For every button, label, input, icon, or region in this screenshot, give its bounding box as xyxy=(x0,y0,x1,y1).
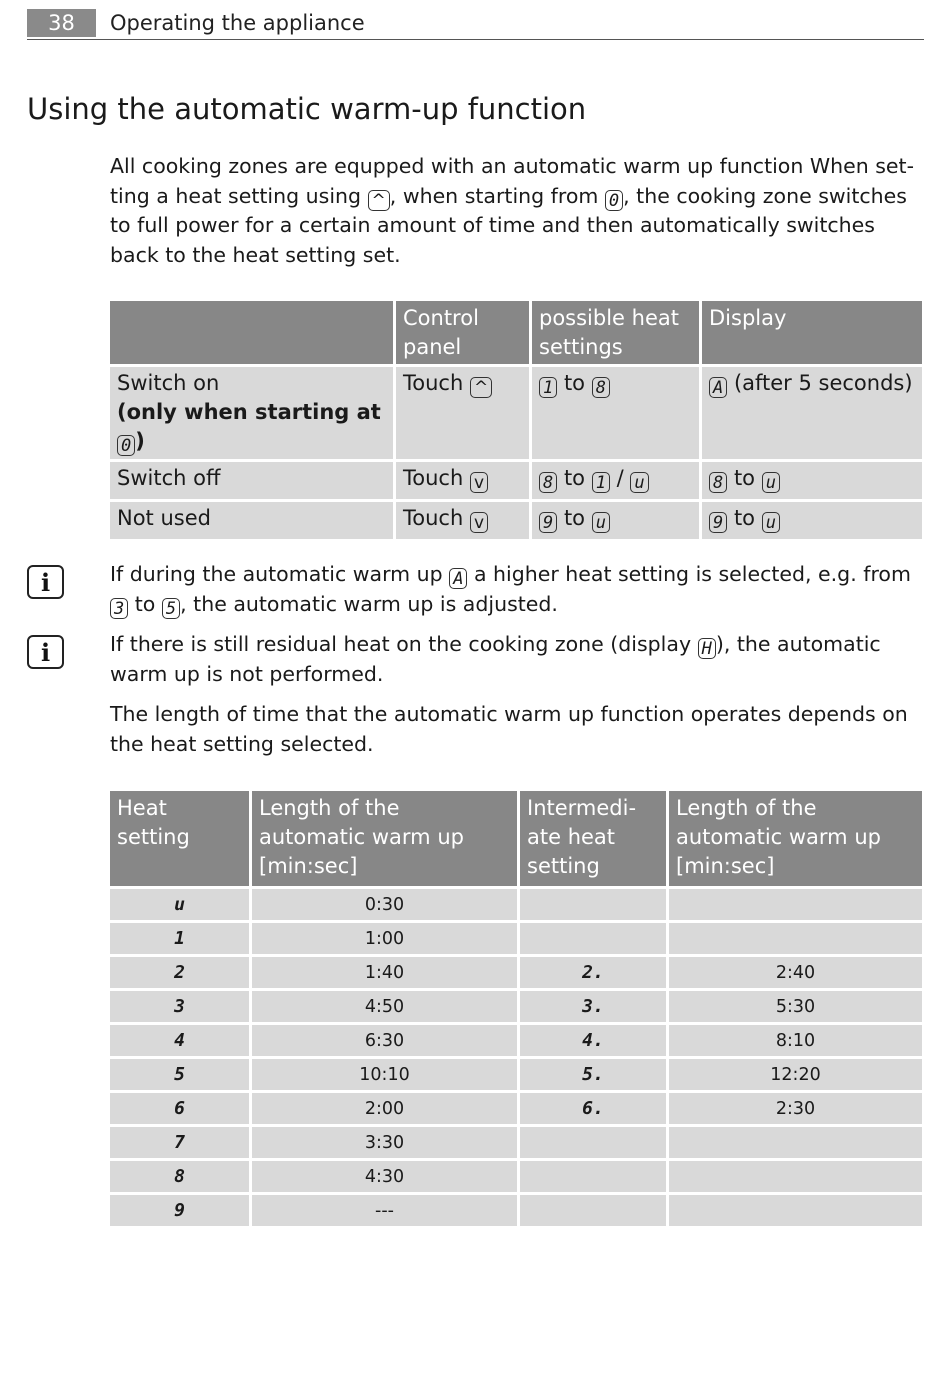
control-table xyxy=(107,298,925,542)
display-zero-icon: 0 xyxy=(605,190,623,211)
control-header-display: Display xyxy=(702,301,922,364)
warmup-length-cell: 1:00 xyxy=(252,923,517,954)
display-digit-icon: 9 xyxy=(709,512,727,533)
settings-cell xyxy=(532,462,699,499)
warmup-table xyxy=(107,788,925,1229)
section-name: Operating the appliance xyxy=(110,11,365,35)
note1-text-4: , the automatic warm up is adjusted. xyxy=(180,591,558,616)
to-text: to xyxy=(563,371,586,395)
display-digit-icon: 9 xyxy=(539,512,557,533)
page-header xyxy=(27,9,924,40)
intermediate-length-cell xyxy=(669,889,922,920)
row-label-bold: (only when starting at xyxy=(117,400,381,424)
table-row xyxy=(110,1127,922,1158)
intro-paragraph xyxy=(110,152,930,270)
intermediate-length-cell: 8:10 xyxy=(669,1025,922,1056)
heat-setting-cell: 8 xyxy=(110,1161,249,1192)
intermediate-length-cell xyxy=(669,1161,922,1192)
warmup-length-cell: 0:30 xyxy=(252,889,517,920)
header-warmup-length-2: Length of the automatic warm up [min:sec] xyxy=(669,791,922,886)
display-cell xyxy=(702,367,922,459)
table-row xyxy=(110,1195,922,1226)
to-text: to xyxy=(733,466,756,490)
table-row xyxy=(110,1025,922,1056)
table-row xyxy=(110,889,922,920)
settings-cell xyxy=(532,502,699,539)
display-u-icon: u xyxy=(630,472,648,493)
warmup-length-cell: 6:30 xyxy=(252,1025,517,1056)
warmup-length-cell: 1:40 xyxy=(252,957,517,988)
intermediate-length-cell: 2:40 xyxy=(669,957,922,988)
table-row xyxy=(110,1161,922,1192)
control-cell xyxy=(396,502,529,539)
display-text: (after 5 seconds) xyxy=(733,371,913,395)
warmup-length-cell: 10:10 xyxy=(252,1059,517,1090)
heat-setting-cell: 9 xyxy=(110,1195,249,1226)
note2-text-2: ), the automatic warm up is not performed. xyxy=(110,632,881,686)
table-row xyxy=(110,957,922,988)
display-u-icon: u xyxy=(592,512,610,533)
display-cell xyxy=(702,462,922,499)
touch-text: Touch xyxy=(403,466,464,490)
control-cell xyxy=(396,462,529,499)
table-row xyxy=(110,502,922,539)
down-arrow-key-icon: v xyxy=(470,472,488,493)
intermediate-setting-cell: 6. xyxy=(520,1093,666,1124)
table-row xyxy=(110,1059,922,1090)
control-header-settings: possible heat settings xyxy=(532,301,699,364)
heat-setting-cell: u xyxy=(110,889,249,920)
touch-text: Touch xyxy=(403,506,464,530)
up-arrow-key-icon: ^ xyxy=(470,377,492,398)
table-row xyxy=(110,462,922,499)
control-table-header xyxy=(110,301,922,364)
warmup-table-header xyxy=(110,791,922,886)
control-header-panel: Control panel xyxy=(396,301,529,364)
intermediate-length-cell xyxy=(669,1195,922,1226)
intermediate-length-cell: 5:30 xyxy=(669,991,922,1022)
table-row xyxy=(110,923,922,954)
note1-text-1: If during the automatic warm up xyxy=(110,562,450,586)
slash-text: / xyxy=(616,466,624,490)
warmup-length-cell: --- xyxy=(252,1195,517,1226)
note1-text-3: to xyxy=(128,591,162,616)
table-row xyxy=(110,991,922,1022)
heat-setting-cell: 2 xyxy=(110,957,249,988)
heat-setting-cell: 4 xyxy=(110,1025,249,1056)
warmup-length-cell: 4:30 xyxy=(252,1161,517,1192)
to-text: to xyxy=(733,506,756,530)
intermediate-length-cell: 2:30 xyxy=(669,1093,922,1124)
intermediate-setting-cell xyxy=(520,889,666,920)
to-text: to xyxy=(563,466,586,490)
intro-text-2: , when starting from xyxy=(389,183,605,208)
intermediate-setting-cell: 3. xyxy=(520,991,666,1022)
heat-setting-cell: 1 xyxy=(110,923,249,954)
page-number: 38 xyxy=(27,9,96,37)
note-paragraph-2 xyxy=(110,630,930,689)
page-title: Using the automatic warm-up function xyxy=(27,92,587,126)
row-label-end: ) xyxy=(135,429,145,453)
intermediate-setting-cell xyxy=(520,923,666,954)
down-arrow-key-icon: v xyxy=(470,512,488,533)
note1-text-2: a higher heat setting is selected, e.g. from xyxy=(467,562,911,586)
length-paragraph: The length of time that the automatic warm up function operates depends on the heat setting selected. xyxy=(110,702,908,756)
intermediate-setting-cell: 2. xyxy=(520,957,666,988)
display-u-icon: u xyxy=(762,512,780,533)
row-label: Not used xyxy=(110,502,393,539)
heat-setting-cell: 3 xyxy=(110,991,249,1022)
row-label xyxy=(110,367,393,459)
intermediate-setting-cell: 4. xyxy=(520,1025,666,1056)
intermediate-length-cell xyxy=(669,1127,922,1158)
control-header-blank xyxy=(110,301,393,364)
intermediate-setting-cell xyxy=(520,1195,666,1226)
table-row xyxy=(110,367,922,459)
header-heat-setting: Heat setting xyxy=(110,791,249,886)
heat-setting-cell: 6 xyxy=(110,1093,249,1124)
up-arrow-key-icon: ^ xyxy=(368,190,390,211)
display-digit-icon: 8 xyxy=(592,377,610,398)
note-paragraph-1 xyxy=(110,560,930,619)
intermediate-length-cell xyxy=(669,923,922,954)
display-h-icon: H xyxy=(698,638,716,659)
display-u-icon: u xyxy=(762,472,780,493)
warmup-length-cell: 4:50 xyxy=(252,991,517,1022)
display-digit-icon: 1 xyxy=(539,377,557,398)
info-icon: i xyxy=(27,565,64,599)
header-warmup-length: Length of the automatic warm up [min:sec] xyxy=(252,791,517,886)
display-digit-icon: 8 xyxy=(539,472,557,493)
display-cell xyxy=(702,502,922,539)
display-digit-icon: 8 xyxy=(709,472,727,493)
display-a-icon: A xyxy=(449,568,467,589)
row-label: Switch off xyxy=(110,462,393,499)
touch-text: Touch xyxy=(403,371,464,395)
note2-text-1: If there is still residual heat on the cooking zone (display xyxy=(110,632,698,656)
warmup-length-cell: 2:00 xyxy=(252,1093,517,1124)
control-cell xyxy=(396,367,529,459)
intermediate-setting-cell xyxy=(520,1161,666,1192)
warmup-length-cell: 3:30 xyxy=(252,1127,517,1158)
heat-setting-cell: 5 xyxy=(110,1059,249,1090)
table-row xyxy=(110,1093,922,1124)
heat-setting-cell: 7 xyxy=(110,1127,249,1158)
warmup-table-body xyxy=(110,889,922,1226)
display-digit-icon: 3 xyxy=(110,598,128,619)
intermediate-setting-cell xyxy=(520,1127,666,1158)
settings-cell xyxy=(532,367,699,459)
info-icon: i xyxy=(27,635,64,669)
intro-text-1: All cooking zones are equpped with an automatic warm up function When set-ting a heat setting using xyxy=(110,154,914,208)
to-text: to xyxy=(563,506,586,530)
intermediate-length-cell: 12:20 xyxy=(669,1059,922,1090)
header-intermediate: Intermedi-ate heat setting xyxy=(520,791,666,886)
display-zero-icon: 0 xyxy=(117,435,135,456)
display-digit-icon: 5 xyxy=(162,598,180,619)
row-label-text: Switch on xyxy=(117,371,220,395)
intermediate-setting-cell: 5. xyxy=(520,1059,666,1090)
display-a-icon: A xyxy=(709,377,727,398)
intro-text-3: , the cooking zone switches to full power for a certain amount of time and then automatically switches back to the heat setting set. xyxy=(110,183,907,267)
display-digit-icon: 1 xyxy=(592,472,610,493)
